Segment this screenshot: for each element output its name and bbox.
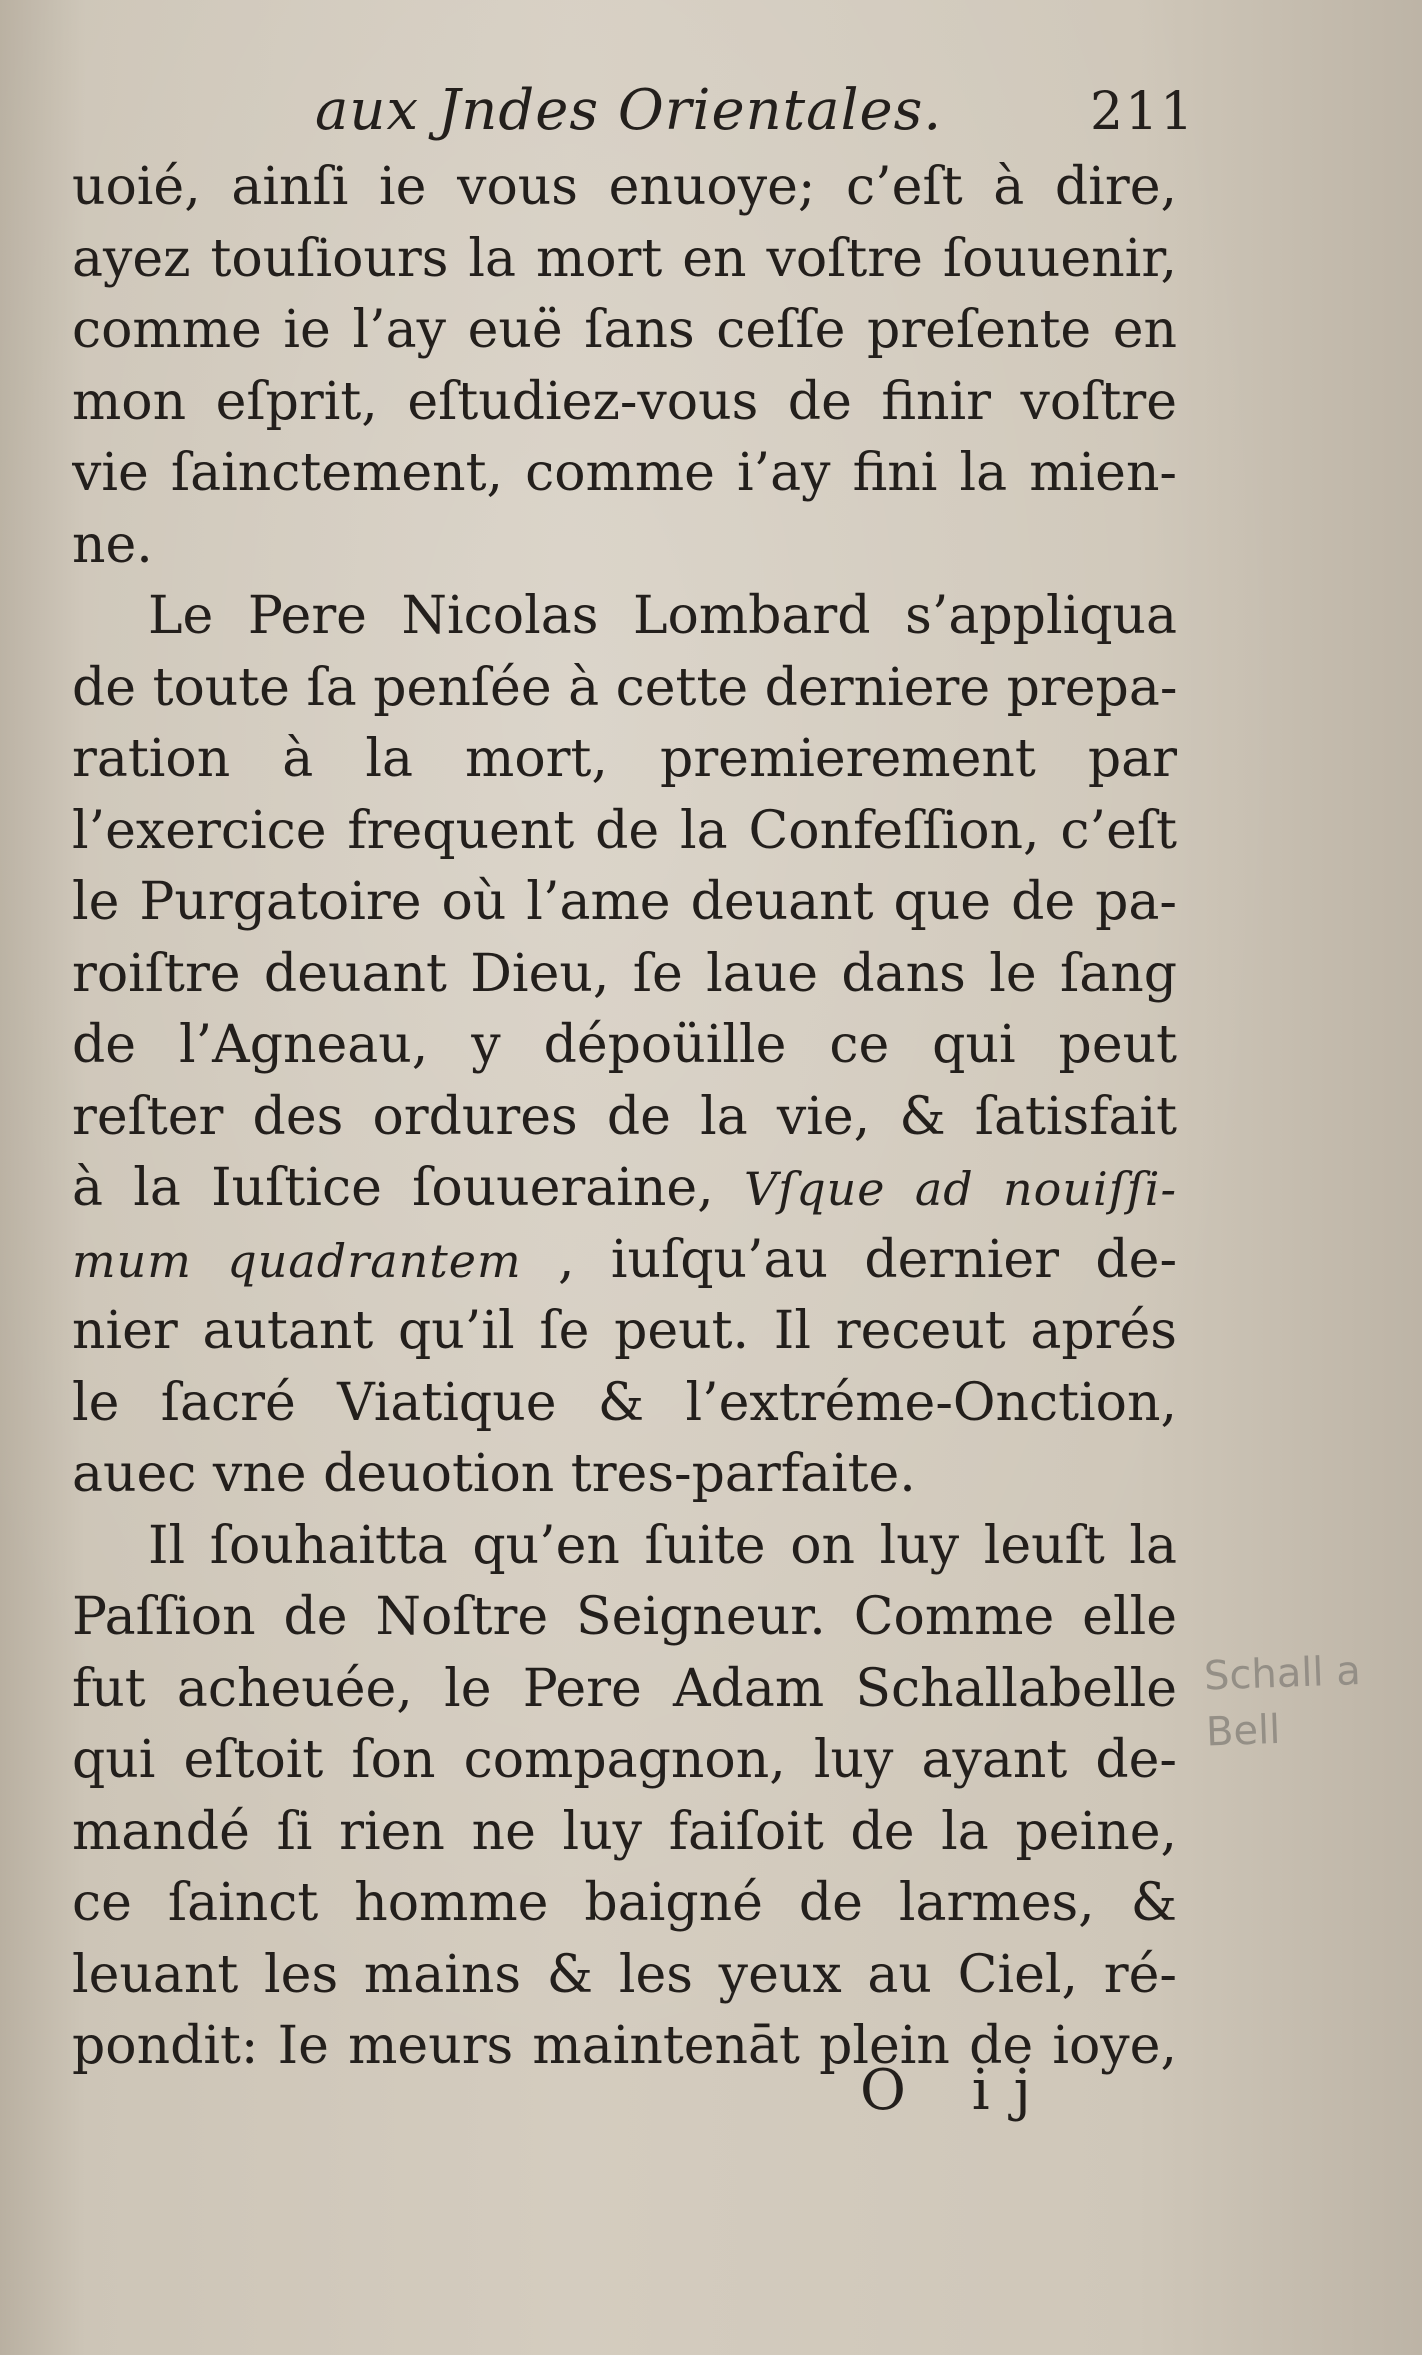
text-line: auec vne deuotion tres-parfaite. (72, 1444, 916, 1504)
signature-mark: O ij (860, 2058, 1055, 2123)
text-segment: , iuſqu’au dernier de- (557, 1229, 1177, 1290)
text-line: ayez touſiours la mort en voſtre ſouuenir, (72, 228, 1177, 289)
body-text (72, 152, 1177, 2083)
margin-annotation (1203, 1642, 1407, 1761)
text-line: de toute ſa penſée à cette derniere prepa- (72, 657, 1177, 718)
text-line: le Purgatoire où l’ame deuant que de pa- (72, 872, 1177, 932)
text-line: vie ſainctement, comme i’ay fini la mien- (72, 443, 1177, 503)
text-line: comme ie l’ay euë ſans ceſſe preſente en (72, 300, 1177, 360)
latin-quote: mum quadrantem (72, 1233, 522, 1288)
text-line: mon eſprit, eſtudiez-vous de finir voſtre (72, 371, 1177, 432)
text-line: qui eſtoit ſon compagnon, luy ayant de- (72, 1730, 1177, 1790)
text-line: le ſacré Viatique & l’extréme-Onction, (72, 1372, 1177, 1433)
text-line: pondit: Ie meurs maintenāt plein de ioye, (72, 2016, 1177, 2076)
text-segment: à la Iuſtice ſouueraine, (72, 1158, 714, 1218)
margin-annotation-line: Schall a (1203, 1648, 1362, 1700)
text-line: reſter des ordures de la vie, & ſatisfait (72, 1086, 1177, 1147)
text-line: Le Pere Nicolas Lombard s’appliqua (148, 586, 1177, 646)
text-line: Paſſion de Noſtre Seigneur. Comme elle (72, 1587, 1177, 1647)
text-line (72, 1153, 1177, 1225)
text-line: de l’Agneau, y dépoüille ce qui peut (72, 1015, 1177, 1075)
text-line: ce ſainct homme baigné de larmes, & (72, 1873, 1177, 1933)
text-line: mandé ſi rien ne luy faiſoit de la peine, (72, 1801, 1177, 1862)
latin-quote: Vſque ad nouiſſi- (743, 1162, 1177, 1216)
running-title: aux Jndes Orientales. (315, 78, 943, 143)
page-number: 211 (1090, 82, 1196, 142)
text-line: roiſtre deuant Dieu, ſe laue dans le ſang (72, 943, 1177, 1004)
text-line: uoié, ainſi ie vous enuoye; c’eſt à dire, (72, 157, 1177, 217)
text-line: ration à la mort, premierement par (72, 729, 1177, 789)
text-line (72, 1225, 1177, 1297)
text-line: fut acheuée, le Pere Adam Schallabelle (72, 1658, 1177, 1719)
margin-annotation-line: Bell (1205, 1706, 1282, 1756)
text-line: l’exercice frequent de la Confeſſion, c’eſt (72, 800, 1177, 861)
text-line: ne. (72, 514, 153, 575)
text-line: Il ſouhaitta qu’en ſuite on luy leuſt la (148, 1515, 1177, 1576)
page-header (70, 78, 1196, 148)
text-line: leuant les mains & les yeux au Ciel, ré- (72, 1944, 1177, 2005)
text-line: nier autant qu’il ſe peut. Il receut aprés (72, 1301, 1177, 1361)
